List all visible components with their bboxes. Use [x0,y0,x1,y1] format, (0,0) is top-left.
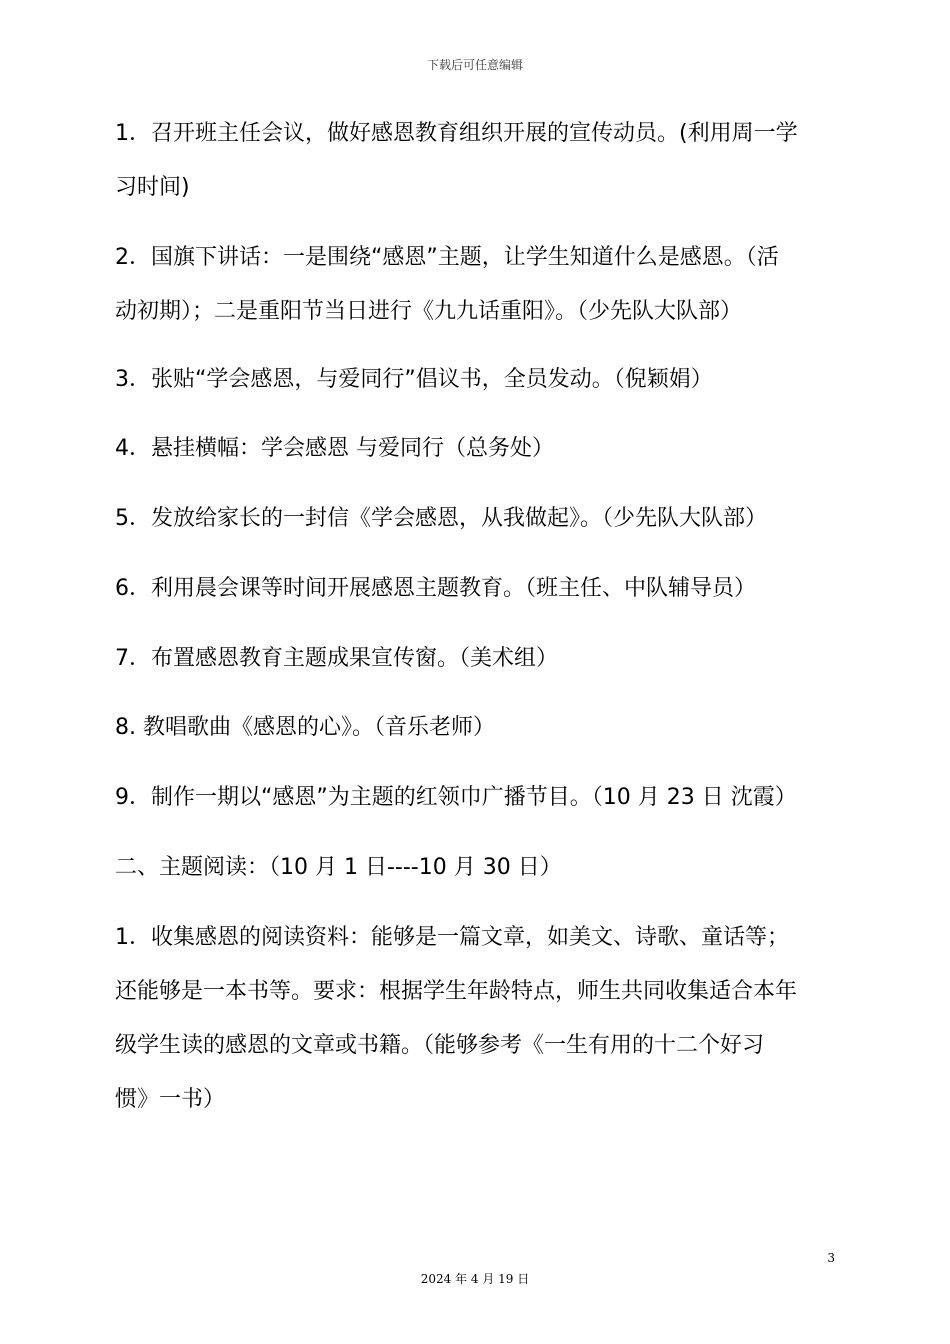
line-6: 4．悬挂横幅：学会感恩 与爱同行（总务处） [115,436,554,461]
footer-date: 2024 年 4 月 19 日 [420,1272,530,1286]
line-14: 还能够是一本书等。要求：根据学生年龄特点，师生共同收集适合本年 [115,979,798,1004]
line-2: 习时间) [115,175,190,200]
line-7: 5．发放给家长的一封信《学会感恩，从我做起》。（少先队大队部） [115,506,767,531]
line-5: 3．张贴“学会感恩，与爱同行”倡议书，全员发动。（倪颖娟） [115,367,713,392]
line-13: 1．收集感恩的阅读资料：能够是一篇文章，如美文、诗歌、童话等； [115,925,789,950]
line-10: 8. 教唱歌曲《感恩的心》。（音乐老师） [115,715,495,740]
line-8: 6．利用晨会课等时间开展感恩主题教育。（班主任、中队辅导员） [115,576,756,601]
line-4: 动初期）；二是重阳节当日进行《九九话重阳》。（少先队大队部） [115,299,743,324]
line-3: 2．国旗下讲话：一是围绕“感恩”主题，让学生知道什么是感恩。（活 [115,245,779,270]
page-header: 下载后可任意编辑 [426,58,523,72]
line-11: 9．制作一期以“感恩”为主题的红领巾广播节目。（10 月 23 日 沈霞） [115,785,797,810]
line-12: 二、主题阅读：（10 月 1 日----10 月 30 日） [115,855,562,880]
page-number: 3 [827,1251,835,1265]
line-16: 惯》一书） [115,1087,226,1112]
line-1: 1．召开班主任会议，做好感恩教育组织开展的宣传动员。(利用周一学 [115,121,798,146]
line-15: 级学生读的感恩的文章或书籍。（能够参考《一生有用的十二个好习 [115,1033,765,1058]
line-9: 7．布置感恩教育主题成果宣传窗。（美术组） [115,646,558,671]
